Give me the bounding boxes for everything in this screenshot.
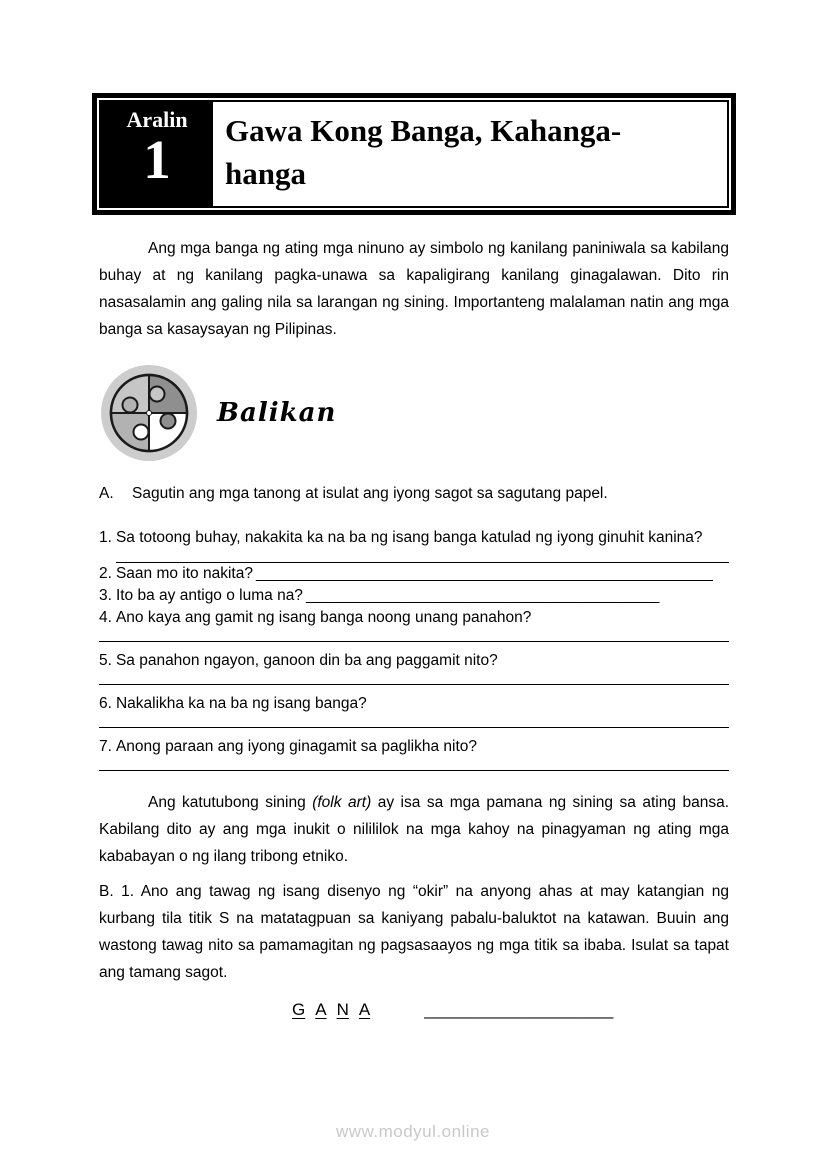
question-7 — [99, 736, 729, 758]
answer-line-1 — [116, 553, 729, 563]
answer-line-4 — [99, 629, 729, 642]
lesson-title-line1: Gawa Kong Banga, Kahanga- — [225, 113, 622, 148]
intro-paragraph: Ang mga banga ng ating mga ninuno ay simbolo ng kanilang paniniwala sa kabilang buhay at ng kanilang pagka-unawa sa kapaligirang kanilang ginagalawan. Dito rin nasasalamin ang galing nila sa larangan ng sining. Importanteng malalaman natin ang mga banga sa kasaysayan ng Pilipinas. — [99, 240, 729, 338]
answer-line-5 — [99, 672, 729, 685]
question-number: 2. — [99, 565, 112, 582]
question-number: 4. — [99, 609, 112, 626]
question-number: 5. — [99, 652, 112, 669]
folk-art-italic: (folk art) — [312, 794, 372, 811]
balikan-section-header — [99, 363, 729, 463]
section-a-instruction-text: Sagutin ang mga tanong at isulat ang iyong sagot sa sagutang papel. — [132, 485, 608, 502]
question-3 — [99, 585, 729, 607]
folk-art-text-end: ay isa sa mga pamana ng sining sa ating bansa. Kabilang dito ay ang mga inukit o nilililok na mga kahoy na pinagyaman ng ating mga kababayan o ng ilang tribong etniko. — [99, 794, 729, 865]
answer-line-7 — [99, 758, 729, 771]
section-b-instruction: B. 1. Ano ang tawag ng isang disenyo ng “okir” na anyong ahas at may katangian ng kurbang tila titik S na matatagpuan sa kaniyang pabalu-baluktot na katawan. Buuin ang wastong tawag nito sa pamamagitan ng pagsasaayos ng mga titik sa ibaba. Isulat sa tapat ang tamang sagot. — [99, 883, 729, 981]
question-6 — [99, 693, 729, 715]
answer-blank-3: _________________________________________ — [305, 587, 660, 604]
question-text: Anong paraan ang iyong ginagamit sa paglikha nito? — [115, 738, 478, 755]
question-text: Saan mo ito nakita? — [115, 565, 253, 582]
puzzle-icon — [99, 363, 199, 463]
folk-art-paragraph — [99, 789, 729, 870]
question-text: Sa totoong buhay, nakakita ka na ba ng isang banga katulad ng iyong ginuhit kanina? — [115, 529, 703, 546]
anagram-letter-3: N — [336, 1000, 349, 1019]
answer-blank-2: _____________________________________________________ — [255, 565, 713, 582]
question-number: 6. — [99, 695, 112, 712]
lesson-number: 1 — [143, 129, 171, 190]
folk-art-text-start: Ang katutubong sining — [148, 794, 313, 811]
footer-watermark: www.modyul.online — [335, 1122, 490, 1141]
question-5 — [99, 650, 729, 672]
question-text: Ito ba ay antigo o luma na? — [115, 587, 303, 604]
lesson-number-badge — [101, 102, 213, 206]
anagram-answer-blank: ____________________ — [424, 1000, 614, 1019]
anagram-letter-2: A — [315, 1000, 327, 1019]
question-text: Sa panahon ngayon, ganoon din ba ang paggamit nito? — [115, 652, 498, 669]
section-a-letter: A. — [99, 485, 114, 502]
question-number: 1. — [99, 529, 112, 546]
anagram-letter-4: A — [358, 1000, 371, 1019]
balikan-heading: Balikan — [217, 398, 337, 428]
anagram-row — [292, 1000, 729, 1020]
question-1 — [99, 527, 729, 549]
answer-line-6 — [99, 715, 729, 728]
anagram-letter-1: G — [292, 1000, 306, 1019]
question-4 — [99, 607, 729, 629]
section-a-instruction — [99, 483, 729, 505]
page-content — [99, 0, 729, 1020]
question-2 — [99, 563, 729, 585]
lesson-title-line2: hanga — [225, 156, 306, 191]
question-text: Nakalikha ka na ba ng isang banga? — [115, 695, 367, 712]
lesson-title — [213, 102, 625, 206]
lesson-header — [99, 100, 729, 208]
question-number: 7. — [99, 738, 112, 755]
lesson-label: Aralin — [126, 107, 188, 132]
question-text: Ano kaya ang gamit ng isang banga noong unang panahon? — [115, 609, 532, 626]
question-number: 3. — [99, 587, 112, 604]
